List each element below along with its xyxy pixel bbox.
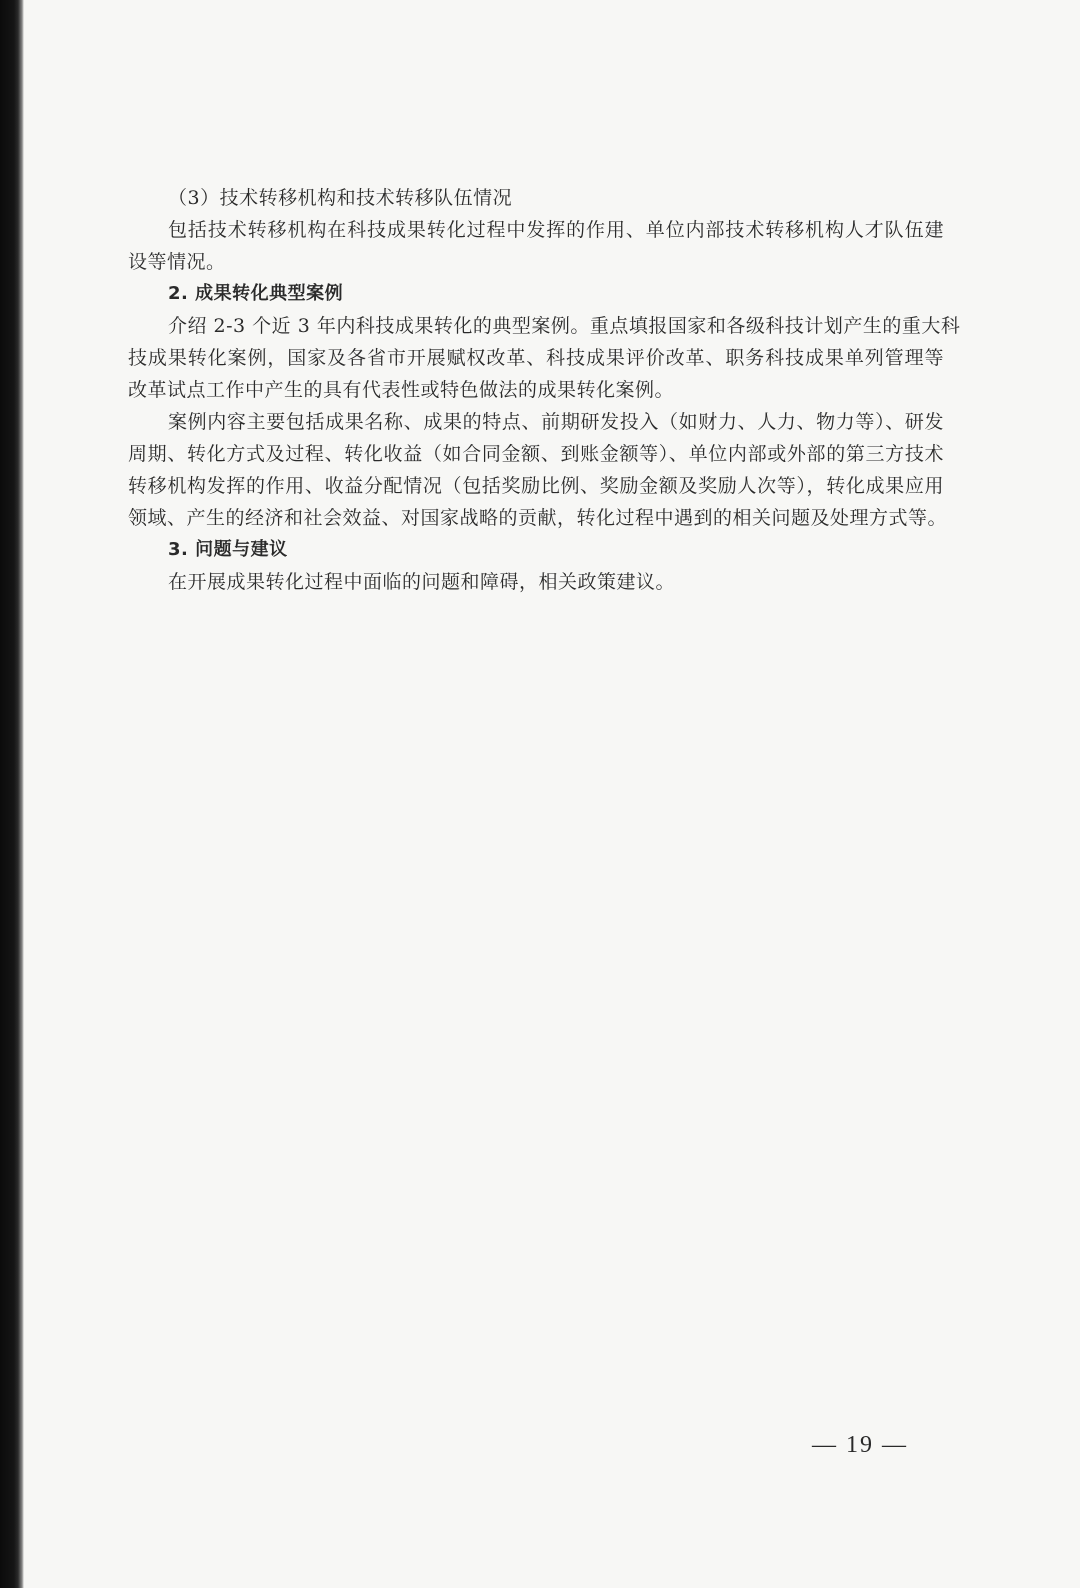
paragraph-line: 周期、转化方式及过程、转化收益（如合同金额、到账金额等）、单位内部或外部的第三方技术 [128, 443, 944, 465]
paragraph-line: 介绍 2-3 个近 3 年内科技成果转化的典型案例。重点填报国家和各级科技计划产生的重大科 [168, 315, 961, 337]
paragraph-line: 技成果转化案例，国家及各省市开展赋权改革、科技成果评价改革、职务科技成果单列管理等 [128, 347, 944, 369]
document-body [128, 182, 961, 598]
section-heading-issues: 3. 问题与建议 [168, 539, 288, 560]
section-heading-typical-cases: 2. 成果转化典型案例 [168, 283, 344, 304]
subheading-tech-transfer: （3）技术转移机构和技术转移队伍情况 [168, 187, 513, 209]
paragraph-line: 设等情况。 [128, 251, 226, 273]
scan-edge-shadow [0, 0, 24, 1588]
paragraph-line: 包括技术转移机构在科技成果转化过程中发挥的作用、单位内部技术转移机构人才队伍建 [168, 219, 944, 241]
paragraph-line: 案例内容主要包括成果名称、成果的特点、前期研发投入（如财力、人力、物力等）、研发 [168, 411, 944, 433]
paragraph-line: 转移机构发挥的作用、收益分配情况（包括奖励比例、奖励金额及奖励人次等），转化成果应用 [128, 475, 944, 497]
paragraph-line: 在开展成果转化过程中面临的问题和障碍，相关政策建议。 [168, 571, 676, 593]
paragraph-line: 改革试点工作中产生的具有代表性或特色做法的成果转化案例。 [128, 379, 675, 401]
page-number: — 19 — [812, 1432, 908, 1458]
paragraph-line: 领域、产生的经济和社会效益、对国家战略的贡献，转化过程中遇到的相关问题及处理方式等。 [128, 507, 948, 529]
